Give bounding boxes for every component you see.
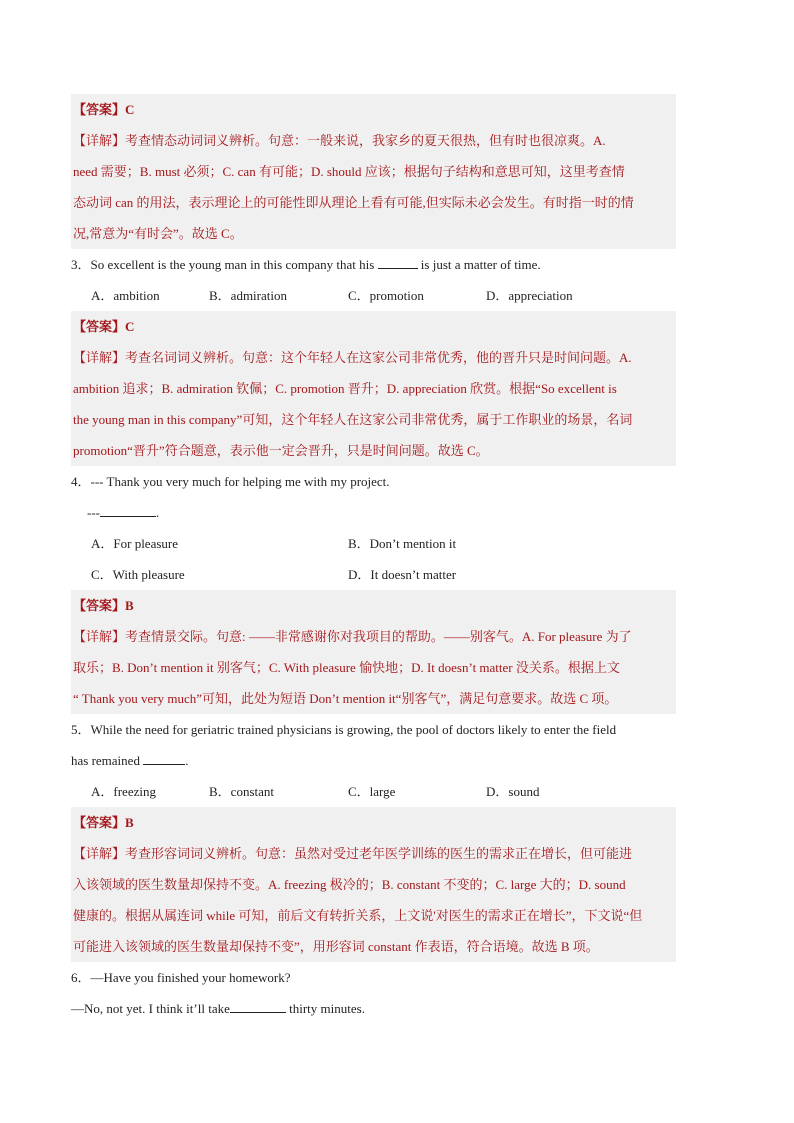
detail-line: 取乐；B. Don’t mention it 别客气；C. With pleasure 愉快地；D. It doesn’t matter 没关系。根据上文 <box>73 660 620 675</box>
detail-line: 态动词 can 的用法，表示理论上的可能性即从理论上看有可能,但实际未必会发生。有时指一时的情 <box>73 195 634 210</box>
option-a: A．ambition <box>91 288 160 303</box>
blank-line <box>143 750 185 765</box>
option-d: D．appreciation <box>486 288 573 303</box>
option-c: C．promotion <box>348 288 424 303</box>
detail-line: 健康的。根据从属连词 while 可知，前后文有转折关系，上文说'对医生的需求正在增长”，下文说“但 <box>73 908 643 923</box>
answer-block-q5 <box>71 807 676 962</box>
detail-line: need 需要；B. must 必须；C. can 有可能；D. should 应该；根据句子结构和意思可知，这里考查情 <box>73 164 625 179</box>
blank-line <box>230 998 286 1013</box>
options-q5 <box>71 776 676 807</box>
option-b: B．constant <box>209 784 274 799</box>
detail-line: ambition 追求；B. admiration 钦佩；C. promotion 晋升；D. appreciation 欣赏。根据“So excellent is <box>73 381 617 396</box>
option-c: C．large <box>348 784 396 799</box>
detail-line: “ Thank you very much”可知，此处为短语 Don’t mention it“别客气”，满足句意要求。故选 C 项。 <box>73 691 618 706</box>
question-stem-q3: 3．So excellent is the young man in this company that his is just a matter of time. <box>71 249 676 280</box>
options-q4-row1 <box>71 528 676 559</box>
answer-label: 【答案】C <box>73 319 135 334</box>
answer-label: 【答案】B <box>73 598 134 613</box>
option-a: A．For pleasure <box>91 536 179 551</box>
detail-line: 【详解】考查名词词义辨析。句意：这个年轻人在这家公司非常优秀，他的晋升只是时间问题。A. <box>73 350 632 365</box>
option-d: D．sound <box>486 784 540 799</box>
option-d: D．It doesn’t matter <box>348 567 457 582</box>
question-reply-q4: --- . <box>71 497 676 528</box>
option-b: B．admiration <box>209 288 287 303</box>
option-c: C．With pleasure <box>91 567 185 582</box>
detail-line: 【详解】考查情景交际。句意: ——非常感谢你对我项目的帮助。——别客气。A. For pleasure 为了 <box>73 629 632 644</box>
answer-label: 【答案】C <box>73 102 135 117</box>
question-stem-q4: 4．--- Thank you very much for helping me with my project. <box>71 474 390 489</box>
question-stem-q5-line2: has remained . <box>71 745 676 776</box>
answer-block-q3 <box>71 311 676 466</box>
detail-line: 【详解】考查形容词词义辨析。句意：虽然对受过老年医学训练的医生的需求正在增长，但可能进 <box>73 846 633 861</box>
detail-line: promotion“晋升”符合题意，表示他一定会晋升，只是时间问题。故选 C。 <box>73 443 489 458</box>
detail-line: 【详解】考查情态动词词义辨析。句意：一般来说，我家乡的夏天很热，但有时也很凉爽。A. <box>73 133 606 148</box>
document-body <box>71 94 676 1024</box>
blank-line <box>378 254 418 269</box>
question-reply-q6: —No, not yet. I think it’ll take thirty minutes. <box>71 993 676 1024</box>
detail-line: 可能进入该领域的医生数量却保持不变”，用形容词 constant 作表语，符合语境。故选 B 项。 <box>73 939 599 954</box>
detail-line: 入该领域的医生数量却保持不变。A. freezing 极冷的；B. constant 不变的；C. large 大的；D. sound <box>73 877 626 892</box>
answer-label: 【答案】B <box>73 815 134 830</box>
option-b: B．Don’t mention it <box>348 536 457 551</box>
answer-block-q2 <box>71 94 676 249</box>
answer-block-q4 <box>71 590 676 714</box>
options-q4-row2 <box>71 559 676 590</box>
question-stem-q6: 6．—Have you finished your homework? <box>71 970 291 985</box>
detail-line: the young man in this company”可知，这个年轻人在这家公司非常优秀，属于工作职业的场景，名词 <box>73 412 633 427</box>
question-stem-q5: 5．While the need for geriatric trained physicians is growing, the pool of doctors likely to enter the field <box>71 722 617 737</box>
options-q3 <box>71 280 676 311</box>
detail-line: 况,常意为“有时会”。故选 C。 <box>73 226 243 241</box>
option-a: A．freezing <box>91 784 156 799</box>
blank-line <box>100 502 156 517</box>
